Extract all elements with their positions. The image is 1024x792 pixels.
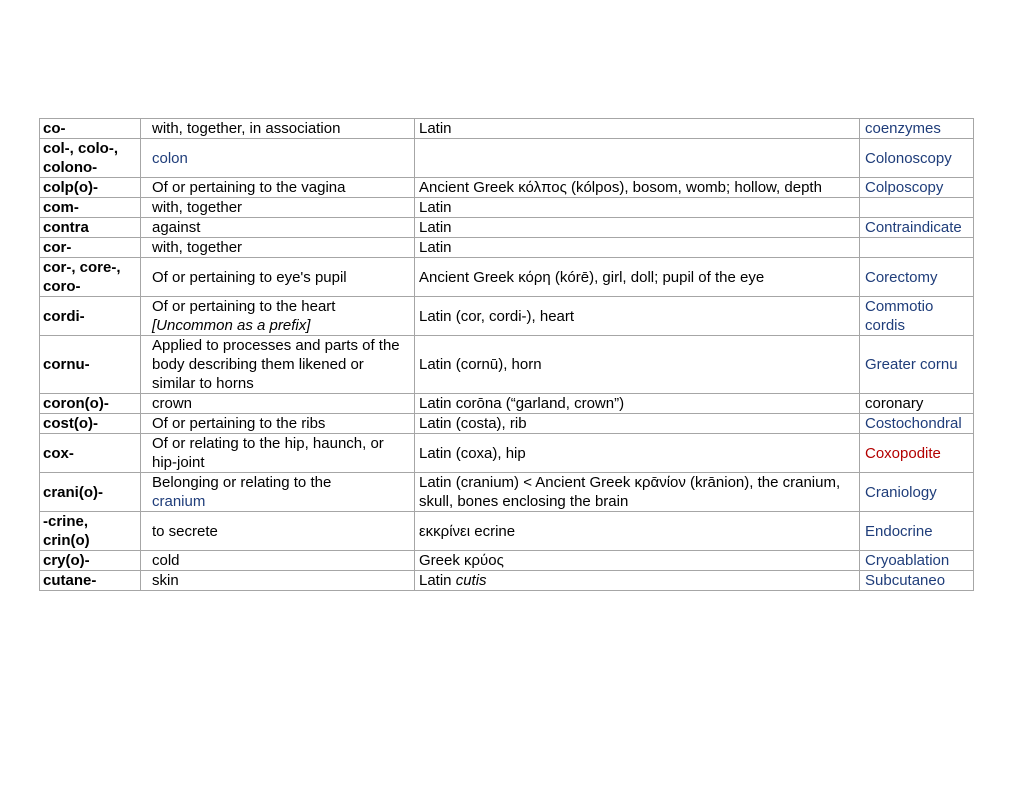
meaning-cell: skin (141, 571, 415, 591)
meaning-cell: cold (141, 551, 415, 571)
table-row (40, 434, 974, 473)
meaning-cell: with, together (141, 198, 415, 218)
example-link[interactable]: Coxopodite (860, 434, 974, 473)
example-link[interactable]: Contraindicate (860, 218, 974, 238)
meaning-cell: crown (141, 394, 415, 414)
example-link[interactable]: Cryoablation (860, 551, 974, 571)
table-row (40, 414, 974, 434)
prefix-cell: cost(o)- (40, 414, 141, 434)
table-row (40, 218, 974, 238)
origin-cell: Latin (cornū), horn (415, 336, 860, 394)
origin-cell: Latin (415, 198, 860, 218)
origin-cell: Latin (cranium) < Ancient Greek κρᾱνίον (krānion), the cranium, skull, bones enclosing the brain (415, 473, 860, 512)
meaning-cell (141, 473, 415, 512)
table-row (40, 512, 974, 551)
example-link[interactable]: Endocrine (860, 512, 974, 551)
meaning-cell: Applied to processes and parts of the body describing them likened or similar to horns (141, 336, 415, 394)
prefix-cell: co- (40, 119, 141, 139)
table-row (40, 258, 974, 297)
origin-cell: Ancient Greek κόρη (kórē), girl, doll; pupil of the eye (415, 258, 860, 297)
meaning-text: Belonging or relating to the (152, 474, 332, 491)
origin-italic: cutis (455, 572, 487, 589)
table-row (40, 473, 974, 512)
prefix-cell: cordi- (40, 297, 141, 336)
example-link[interactable]: Corectomy (860, 258, 974, 297)
origin-cell: Ancient Greek κόλπος (kólpos), bosom, womb; hollow, depth (415, 178, 860, 198)
prefix-cell: cornu- (40, 336, 141, 394)
prefix-cell: cry(o)- (40, 551, 141, 571)
prefix-table (39, 118, 974, 591)
table-row (40, 178, 974, 198)
table-row (40, 571, 974, 591)
meaning-cell: with, together (141, 238, 415, 258)
origin-cell (415, 571, 860, 591)
table-row (40, 198, 974, 218)
table-row (40, 551, 974, 571)
example-cell: coronary (860, 394, 974, 414)
prefix-cell: col-, colo-, colono- (40, 139, 141, 178)
origin-cell (415, 139, 860, 178)
origin-cell: Latin (415, 119, 860, 139)
origin-cell: Latin (cor, cordi-), heart (415, 297, 860, 336)
meaning-cell: against (141, 218, 415, 238)
example-link[interactable]: Colposcopy (860, 178, 974, 198)
table-row (40, 394, 974, 414)
table-row (40, 336, 974, 394)
prefix-cell: cutane- (40, 571, 141, 591)
example-link[interactable]: Greater cornu (860, 336, 974, 394)
prefix-cell: colp(o)- (40, 178, 141, 198)
example-link[interactable]: Costochondral (860, 414, 974, 434)
origin-cell: Latin (coxa), hip (415, 434, 860, 473)
table-row (40, 238, 974, 258)
origin-cell: Greek κρύος (415, 551, 860, 571)
prefix-cell: crani(o)- (40, 473, 141, 512)
origin-cell: εκκρίνει ecrine (415, 512, 860, 551)
meaning-cell: Of or pertaining to eye's pupil (141, 258, 415, 297)
meaning-text: Of or pertaining to the heart (152, 298, 336, 315)
origin-text: Latin (419, 572, 452, 589)
prefix-cell: -crine, crin(o) (40, 512, 141, 551)
meaning-link[interactable]: colon (141, 139, 415, 178)
example-link[interactable]: Subcutaneo (860, 571, 974, 591)
prefix-cell: cor-, core-, coro- (40, 258, 141, 297)
table-row (40, 119, 974, 139)
meaning-cell: with, together, in association (141, 119, 415, 139)
origin-cell: Latin (415, 238, 860, 258)
prefix-cell: coron(o)- (40, 394, 141, 414)
table-row (40, 297, 974, 336)
origin-cell: Latin (costa), rib (415, 414, 860, 434)
meaning-cell: Of or pertaining to the ribs (141, 414, 415, 434)
prefix-cell: cox- (40, 434, 141, 473)
example-cell (860, 198, 974, 218)
example-link[interactable]: Craniology (860, 473, 974, 512)
meaning-cell: to secrete (141, 512, 415, 551)
example-link[interactable]: Colonoscopy (860, 139, 974, 178)
prefix-cell: contra (40, 218, 141, 238)
meaning-cell: Of or relating to the hip, haunch, or hip-joint (141, 434, 415, 473)
meaning-note: [Uncommon as a prefix] (152, 317, 311, 334)
example-link[interactable]: Commotio cordis (860, 297, 974, 336)
meaning-link[interactable]: cranium (152, 493, 206, 510)
prefix-cell: cor- (40, 238, 141, 258)
table-row (40, 139, 974, 178)
origin-cell: Latin (415, 218, 860, 238)
meaning-cell: Of or pertaining to the vagina (141, 178, 415, 198)
meaning-cell (141, 297, 415, 336)
origin-cell: Latin corōna (“garland, crown”) (415, 394, 860, 414)
example-cell (860, 238, 974, 258)
example-link[interactable]: coenzymes (860, 119, 974, 139)
prefix-cell: com- (40, 198, 141, 218)
